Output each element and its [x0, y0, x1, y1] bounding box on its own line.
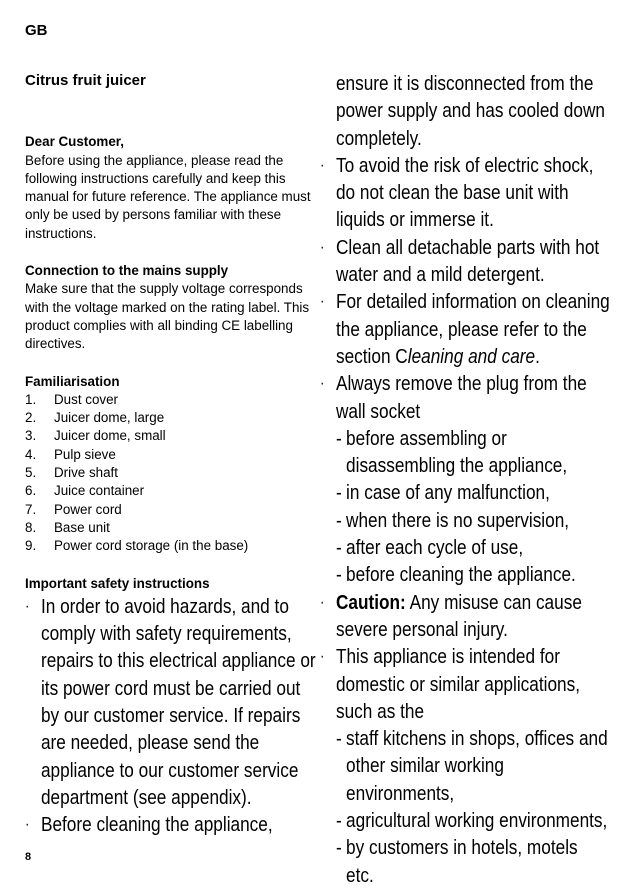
section-reference: leaning and care — [407, 344, 536, 368]
dear-body: Before using the appliance, please read the following instructions carefully and keep this manual for future reference. The appliance must only be used by persons familiar with these instructions. — [25, 152, 311, 241]
list-item: 1. Dust cover — [25, 391, 118, 407]
bullet-icon: · — [320, 375, 325, 393]
bullet-icon: · — [320, 238, 325, 256]
safety-repairs-text: In order to avoid hazards, and to comply with safety requirements, repairs to this electrical appliance or its power cord must be carried out by our customer service. If repairs are needed, please send the appliance to our customer service department (see appendix). — [40, 594, 316, 809]
list-item: 3. Juicer dome, small — [25, 428, 166, 444]
connection-section — [25, 262, 315, 353]
clean-parts-text: Clean all detachable parts with hot water and a mild detergent. — [335, 235, 600, 287]
document-title: Citrus fruit juicer — [25, 72, 146, 89]
page-number: 8 — [25, 851, 32, 863]
bullet-item — [320, 589, 610, 644]
bullet-icon: · — [25, 816, 30, 834]
connection-body: Make sure that the supply voltage corresponds with the voltage marked on the rating label. This product complies with all binding CE labelling directives. — [25, 281, 310, 352]
sub-item: - after each cycle of use, — [335, 536, 524, 560]
sub-item: - agricultural working environments, — [335, 809, 608, 833]
continuation-text: ensure it is disconnected from the power supply and has cooled down completely. — [335, 72, 605, 150]
bullet-icon: · — [320, 156, 325, 174]
bullet-icon: · — [320, 648, 325, 666]
list-item: 4. Pulp sieve — [25, 446, 116, 462]
bullet-icon: · — [320, 593, 325, 611]
bullet-item — [25, 811, 316, 838]
intended-use-text: This appliance is intended for domestic or similar applications, such as the — [335, 645, 581, 723]
familiarisation-heading: Familiarisation — [25, 373, 120, 389]
list-item: 6. Juice container — [25, 483, 145, 499]
list-item: 8. Base unit — [25, 519, 110, 535]
bullet-icon: · — [320, 293, 325, 311]
remove-plug-text: Always remove the plug from the wall socket — [335, 372, 587, 423]
safety-bullets-left — [25, 593, 316, 839]
safety-bullets-right — [320, 70, 610, 889]
safety-heading: Important safety instructions — [25, 575, 210, 591]
sub-item: - before cleaning the appliance. — [335, 563, 576, 587]
bullet-icon: · — [25, 597, 30, 615]
sub-item: - in case of any malfunction, — [335, 481, 550, 505]
bullet-item — [320, 370, 610, 425]
caution-label: Caution: — [335, 590, 406, 614]
intro-section — [25, 133, 315, 243]
list-item: 9. Power cord storage (in the base) — [25, 538, 249, 554]
bullet-item — [320, 152, 610, 234]
caution-text: Caution: Any misuse can cause severe personal injury. — [335, 590, 582, 641]
safety-cleaning-text: Before cleaning the appliance, — [40, 813, 273, 837]
bullet-item — [320, 643, 610, 725]
sub-item: - staff kitchens in shops, offices and other similar working environments, — [335, 727, 608, 805]
right-column — [320, 70, 621, 889]
sub-item: - before assembling or disassembling the appliance, — [335, 426, 568, 478]
list-item: 5. Drive shaft — [25, 465, 118, 481]
bullet-item — [320, 288, 610, 370]
bullet-item — [25, 593, 316, 811]
parts-list — [25, 391, 315, 556]
left-column — [25, 72, 315, 839]
connection-heading: Connection to the mains supply — [25, 263, 229, 279]
plug-sublist — [320, 425, 610, 589]
dear-heading: Dear Customer, — [25, 134, 124, 150]
bullet-item — [320, 234, 610, 289]
sub-item: - when there is no supervision, — [335, 508, 570, 532]
language-code: GB — [25, 22, 48, 39]
cleaning-reference-text: For detailed information on cleaning the appliance, please refer to the section Cleaning and care. — [335, 290, 610, 368]
shock-warning-text: To avoid the risk of electric shock, do not clean the base unit with liquids or immerse it. — [335, 153, 594, 232]
list-item: 2. Juicer dome, large — [25, 410, 165, 426]
intended-sublist — [320, 725, 610, 889]
sub-item: - by customers in hotels, motels etc. — [335, 836, 578, 887]
list-item: 7. Power cord — [25, 501, 122, 517]
